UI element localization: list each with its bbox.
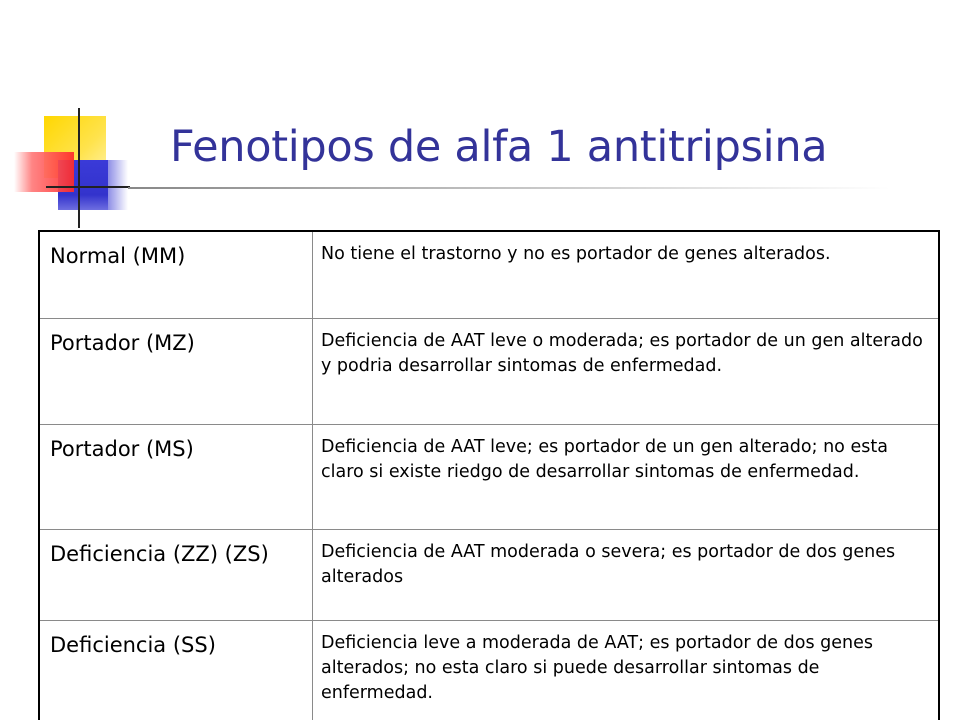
table-row — [39, 231, 939, 319]
description-cell: Deficiencia de AAT moderada o severa; es portador de dos genes alterados — [313, 530, 940, 621]
table-row — [39, 425, 939, 530]
table-row — [39, 530, 939, 621]
description-cell: No tiene el trastorno y no es portador de genes alterados. — [313, 231, 940, 319]
phenotype-table — [38, 230, 940, 720]
phenotype-cell: Deficiencia (SS) — [39, 621, 313, 720]
slide-title: Fenotipos de alfa 1 antitripsina — [170, 122, 828, 172]
blue-fade-icon — [108, 160, 128, 210]
description-cell: Deficiencia de AAT leve; es portador de un gen alterado; no esta claro si existe riedgo de desarrollar sintomas de enfermedad. — [313, 425, 940, 530]
description-cell: Deficiencia leve a moderada de AAT; es portador de dos genes alterados; no esta claro si puede desarrollar sintomas de enfermedad. — [313, 621, 940, 720]
logo-horizontal-line — [46, 186, 130, 188]
title-underline — [128, 187, 890, 189]
description-cell: Deficiencia de AAT leve o moderada; es portador de un gen alterado y podria desarrollar sintomas de enfermedad. — [313, 319, 940, 425]
table-row — [39, 621, 939, 720]
table-row — [39, 319, 939, 425]
logo-vertical-line — [78, 108, 80, 228]
phenotype-cell: Deficiencia (ZZ) (ZS) — [39, 530, 313, 621]
phenotype-cell: Normal (MM) — [39, 231, 313, 319]
phenotype-cell: Portador (MS) — [39, 425, 313, 530]
phenotype-cell: Portador (MZ) — [39, 319, 313, 425]
